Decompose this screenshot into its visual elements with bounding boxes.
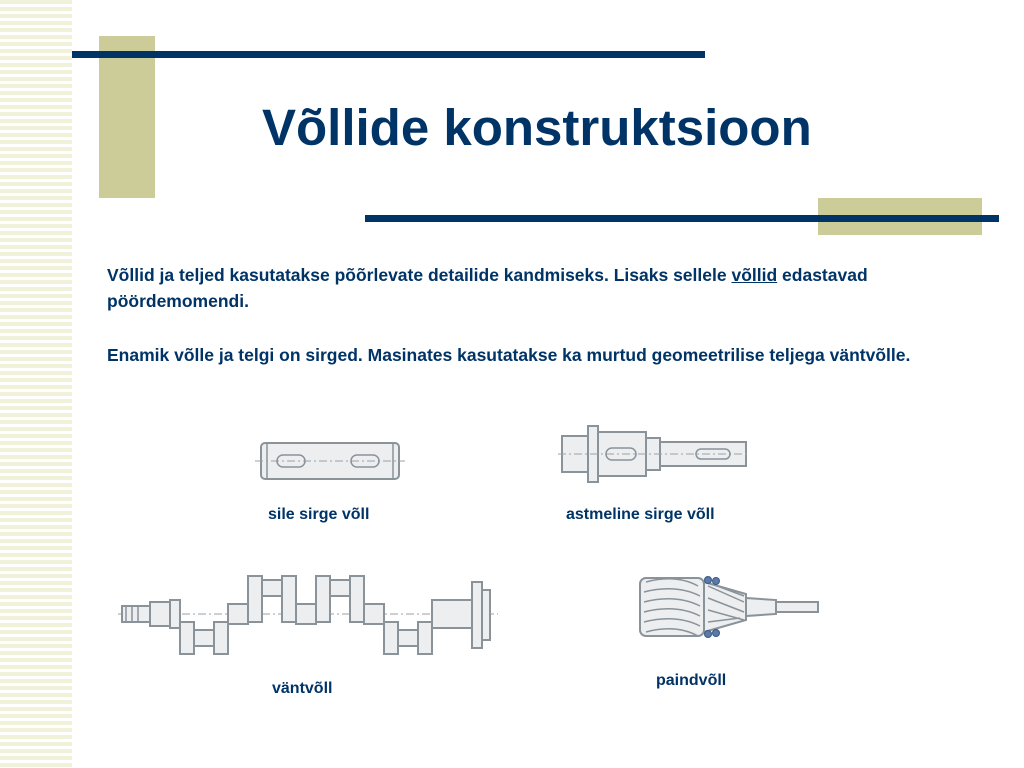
accent-block-top (99, 36, 155, 198)
title-rule-top (72, 51, 705, 58)
flexible-shaft-caption: paindvõll (656, 672, 727, 689)
stepped-shaft-drawing (558, 422, 750, 486)
plain-shaft-drawing (255, 436, 405, 486)
stepped-shaft-caption: astmeline sirge võll (566, 506, 715, 523)
decorative-stripes (0, 0, 72, 768)
intro-paragraph (107, 262, 987, 314)
flexible-shaft-drawing (636, 572, 822, 642)
plain-shaft-caption: sile sirge võll (268, 506, 370, 523)
intro-text-start: Võllid ja teljed kasutatakse põõrlevate detailide kandmiseks. Lisaks sellele (107, 265, 732, 285)
second-paragraph: Enamik võlle ja telgi on sirged. Masinates kasutatakse ka murtud geomeetrilise teljega väntvõlle. (107, 345, 911, 365)
crankshaft-caption: väntvõll (272, 680, 333, 697)
intro-underlined-word: võllid (731, 265, 778, 285)
page-title: Võllide konstruktsioon (262, 99, 812, 156)
crankshaft-drawing (118, 570, 498, 662)
title-rule-bottom (365, 215, 999, 222)
intro-text-end: edastavad pöördemomendi. (107, 265, 868, 311)
